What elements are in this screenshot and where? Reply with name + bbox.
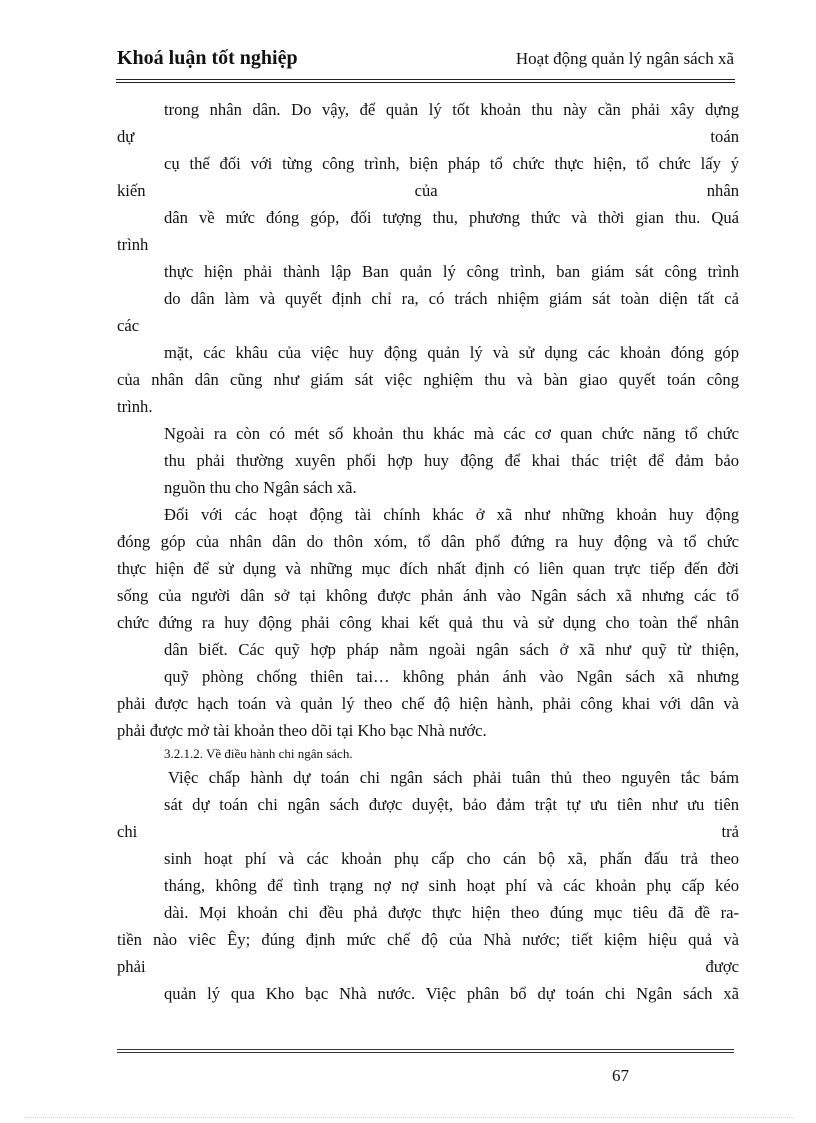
text-line: phải được	[117, 957, 739, 976]
text-line: chức đứng ra huy động phải công khai kết quả thu và sử dụng cho toàn thể nhân	[117, 613, 739, 632]
text-line: dự toán	[117, 127, 739, 146]
text-line: thu phải thường xuyên phối hợp huy động để khai thác triệt để đảm bảo	[164, 451, 739, 470]
text-line: do dân làm và quyết định chỉ ra, có trách nhiệm giám sát toàn diện tất cả	[164, 289, 739, 308]
section-heading: 3.2.1.2. Về điều hành chi ngân sách.	[164, 746, 353, 761]
text-line: sinh hoạt phí và các khoản phụ cấp cho cán bộ xã, phấn đấu trả theo	[164, 849, 739, 868]
text-line: đóng góp của nhân dân do thôn xóm, tổ dân phố đứng ra huy động và tổ chức	[117, 532, 739, 551]
chapter-title: Hoạt động quản lý ngân sách xã	[515, 49, 734, 68]
document-title: Khoá luận tốt nghiệp	[117, 47, 298, 69]
text-line: dài. Mọi khoản chi đều phả được thực hiện theo đúng mục tiêu đã đề ra-	[164, 903, 739, 922]
text-line: quản lý qua Kho bạc Nhà nước. Việc phân bổ dự toán chi Ngân sách xã	[164, 984, 739, 1003]
text-line: dân biết. Các quỹ hợp pháp nằm ngoài ngân sách ở xã như quỹ từ thiện,	[164, 640, 739, 659]
text-line: trong nhân dân. Do vậy, để quản lý tốt khoản thu này cần phải xây dựng	[164, 100, 739, 119]
footer-rule-bottom	[117, 1052, 734, 1053]
text-line: các	[117, 316, 140, 335]
text-line: tiền nào viêc Êy; đúng định mức chế độ của Nhà nước; tiết kiệm hiệu quả và	[117, 930, 739, 949]
text-line: phải được hạch toán và quản lý theo chế độ hiện hành, phải công khai với dân và	[117, 694, 739, 713]
page-header	[117, 44, 734, 78]
text-line: Việc chấp hành dự toán chi ngân sách phải tuân thủ theo nguyên tắc bám	[168, 768, 739, 787]
body-text	[117, 96, 739, 1007]
footer-rule-top	[117, 1049, 734, 1050]
text-line: dân về mức đóng góp, đối tượng thu, phương thức và thời gian thu. Quá	[164, 208, 739, 227]
text-line: phải được mở tài khoản theo dõi tại Kho bạc Nhà nước.	[117, 721, 487, 740]
text-line: thực hiện để sử dụng và những mục đích nhất định có liên quan trực tiếp đến đời	[117, 559, 739, 578]
page-number: 67	[612, 1066, 629, 1085]
text-line: nguồn thu cho Ngân sách xã.	[164, 478, 357, 497]
text-line: chi trả	[117, 822, 739, 841]
text-line: quỹ phòng chống thiên tai… không phản ánh vào Ngân sách xã nhưng	[164, 667, 739, 686]
text-line: sát dự toán chi ngân sách được duyệt, bảo đảm trật tự ưu tiên như ưu tiên	[164, 795, 739, 814]
text-line: trình	[117, 235, 149, 254]
text-line: cụ thể đối với từng công trình, biện pháp tổ chức thực hiện, tổ chức lấy ý	[164, 154, 739, 173]
text-line: thực hiện phải thành lập Ban quản lý công trình, ban giám sát công trình	[164, 262, 739, 281]
text-line: sống của người dân sở tại không được phản ánh vào Ngân sách xã nhưng các tổ	[117, 586, 739, 605]
text-line: của nhân dân cũng như giám sát việc nghiệm thu và bàn giao quyết toán công	[117, 370, 739, 389]
text-line: kiến của nhân	[117, 181, 739, 200]
text-line: Ngoài ra còn có mét số khoản thu khác mà các cơ quan chức năng tổ chức	[164, 424, 739, 443]
page-edge-divider	[24, 1117, 794, 1118]
text-line: tháng, không để tình trạng nợ nợ sinh hoạt phí và các khoản phụ cấp kéo	[164, 876, 739, 895]
text-line: Đối với các hoạt động tài chính khác ở xã như những khoản huy động	[164, 505, 739, 524]
header-rule-bottom	[116, 82, 735, 83]
header-rule-top	[116, 79, 735, 80]
text-line: mặt, các khâu của việc huy động quản lý và sử dụng các khoản đóng góp	[164, 343, 739, 362]
text-line: trình.	[117, 397, 153, 416]
